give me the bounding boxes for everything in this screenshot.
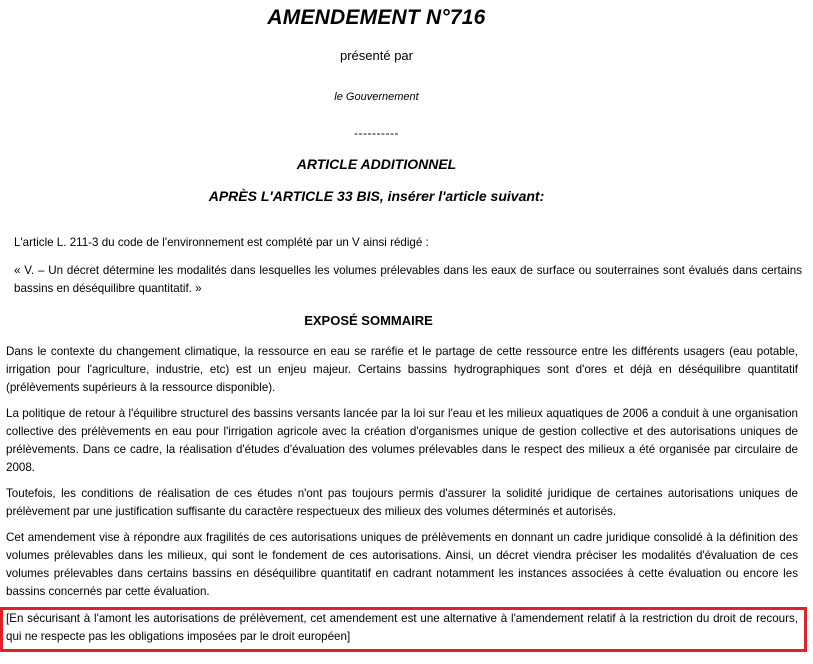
amendment-title: AMENDEMENT N°716 (267, 6, 486, 29)
article-paragraph: « V. – Un décret détermine les modalités dans lesquelles les volumes prélevables dans les eaux de surface ou souterraines sont évalués dans certains bassins en déséquilibre quantitatif. » (14, 264, 802, 295)
article-heading: ARTICLE ADDITIONNEL (296, 156, 457, 172)
expose-heading: EXPOSÉ SOMMAIRE (304, 313, 433, 328)
author: le Gouvernement (334, 91, 419, 103)
expose-paragraph: La politique de retour à l'équilibre structurel des bassins versants lancée par la loi sur l'eau et les milieux aquatiques de 2006 a conduit à une organisation collective des prélèvements en eau pour l'irrigation agricole avec la création d'organismes unique de gestion collective et des autorisations uniques de prélèvements. Dans ce cadre, la réalisation d'études d'évaluation des volumes prélevables dans le respect des milieux a été organisée par circulaire de 2008. (6, 407, 798, 474)
separator: ---------- (354, 126, 399, 140)
expose-paragraph: Toutefois, les conditions de réalisation de ces études n'ont pas toujours permis d'assurer la solidité juridique de certaines autorisations uniques de prélèvement par une justification suffisante du caractère respectueux des milieux des volumes déterminés et autorisés. (6, 487, 798, 518)
expose-paragraph: Dans le contexte du changement climatique, la ressource en eau se raréfie et le partage de cette ressource entre les différents usagers (eau potable, irrigation pour l'agriculture, industrie, etc) est un enjeu majeur. Certains bassins hydrographiques sont d'ores et déjà en déséquilibre quantitatif (prélèvements supérieurs à la ressource disponible). (6, 345, 798, 394)
article-subheading: APRÈS L'ARTICLE 33 BIS, insérer l'article suivant: (208, 188, 545, 204)
article-paragraph: L'article L. 211-3 du code de l'environnement est complété par un V ainsi rédigé : (14, 236, 429, 249)
expose-paragraph: Cet amendement vise à répondre aux fragilités de ces autorisations uniques de prélèvements en donnant un cadre juridique consolidé à la définition des volumes prélevables dans les milieux, qui sont le fondement de ces autorisations. Ainsi, un décret viendra préciser les modalités d'évaluation de ces volumes prélevables dans certains bassins en déséquilibre quantitatif en cadrant notamment les instances associées à cette évaluation ou encore les bassins concernés par cette évaluation. (6, 531, 798, 598)
highlighted-paragraph: [En sécurisant à l'amont les autorisations de prélèvement, cet amendement est une alternative à l'amendement relatif à la restriction du droit de recours, qui ne respecte pas les obligations imposées par le droit européen] (6, 612, 798, 643)
presented-by: présenté par (340, 48, 413, 63)
